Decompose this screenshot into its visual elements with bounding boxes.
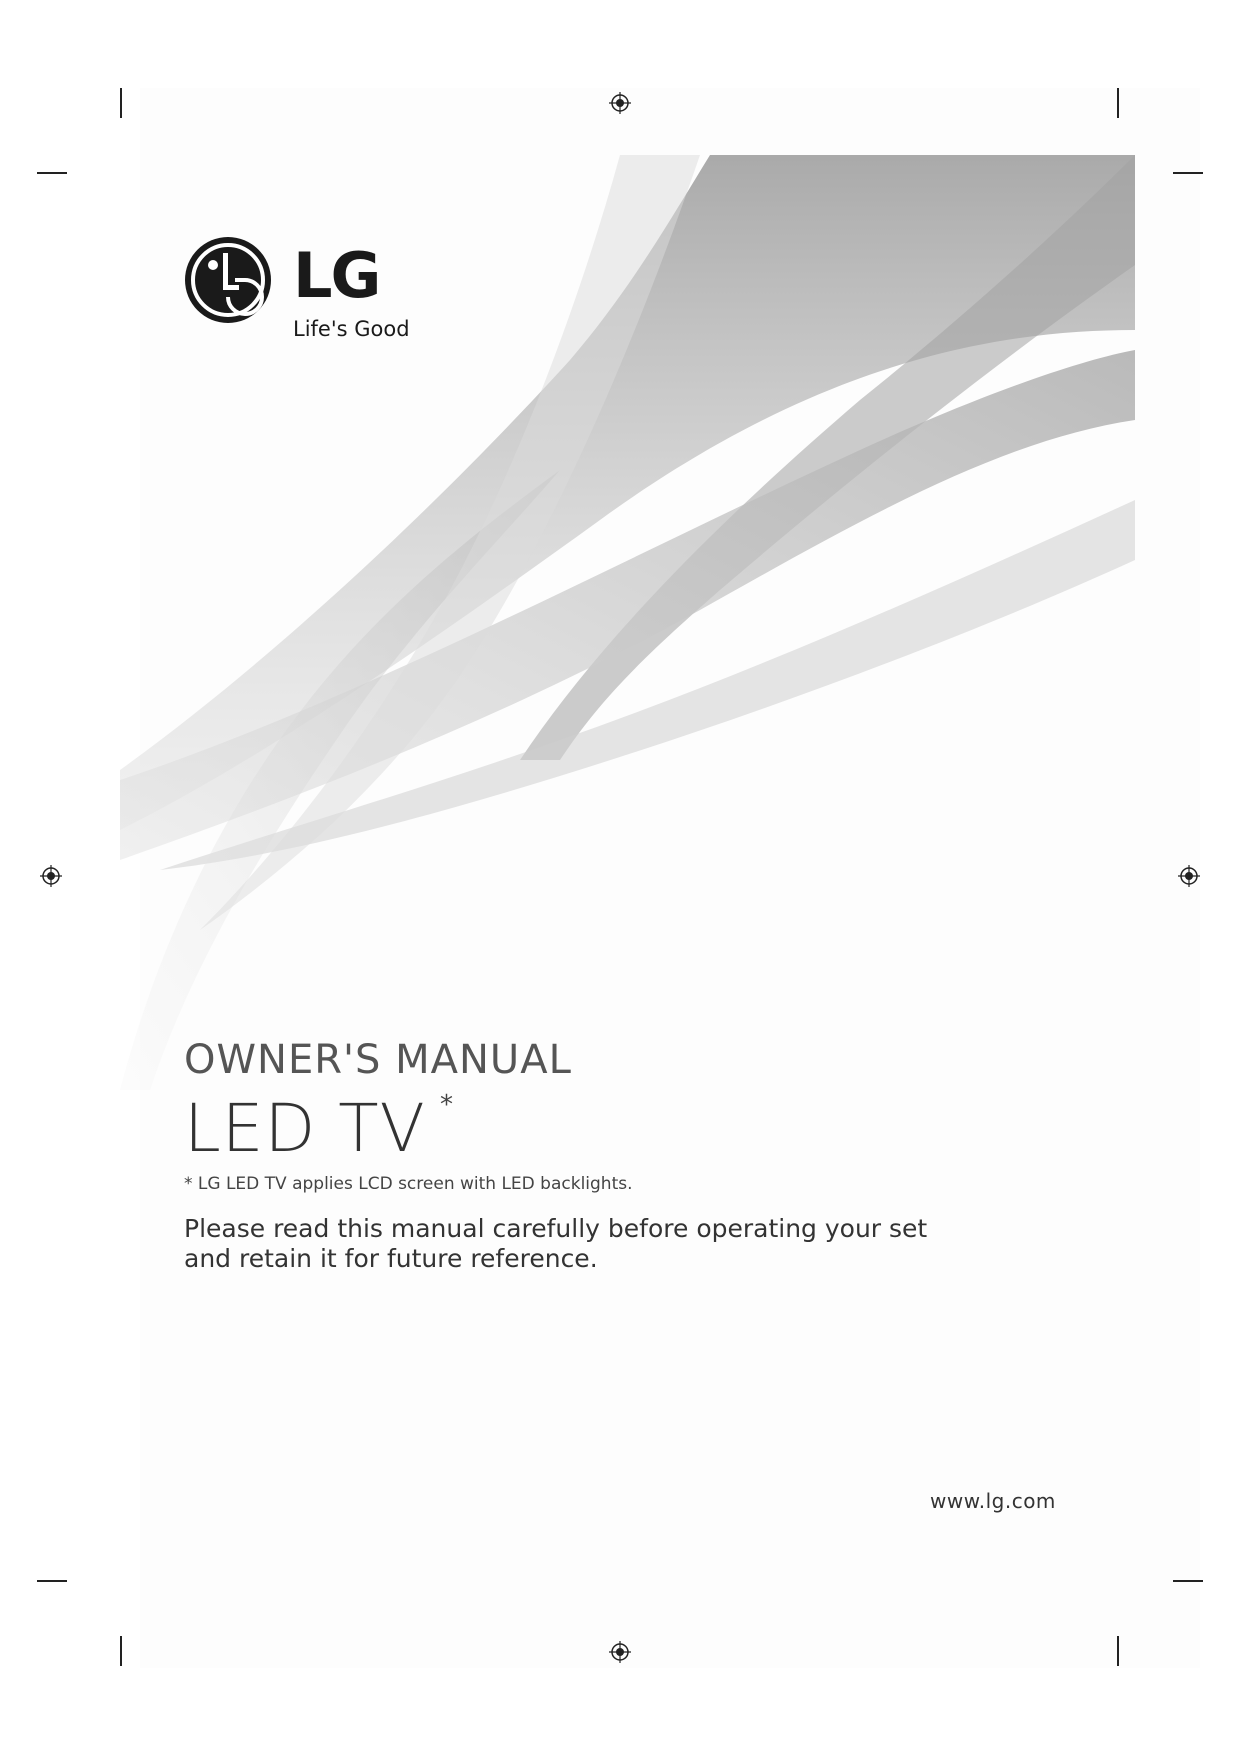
product-title: LED TV: [184, 1090, 426, 1167]
reading-instructions: Please read this manual carefully before operating your set and retain it for future reference.: [184, 1214, 928, 1273]
brand-name: LG: [293, 239, 380, 312]
crop-mark-left-upper: [37, 172, 67, 174]
crop-mark-bottom-left: [120, 1636, 122, 1666]
registration-target-icon: [609, 1641, 631, 1663]
registration-target-icon: [40, 865, 62, 887]
crop-mark-right-lower: [1173, 1580, 1203, 1582]
crop-mark-bottom-right: [1117, 1636, 1119, 1666]
title-block: [184, 1037, 944, 1273]
crop-mark-left-lower: [37, 1580, 67, 1582]
registration-target-icon: [609, 92, 631, 114]
website-url: www.lg.com: [930, 1489, 1056, 1513]
product-footnote-marker: *: [440, 1090, 453, 1120]
lg-face-logo-icon: [183, 235, 273, 325]
crop-mark-top-left: [120, 88, 122, 118]
brand-slogan: Life's Good: [293, 317, 410, 341]
crop-mark-top-right: [1117, 88, 1119, 118]
product-footnote: * LG LED TV applies LCD screen with LED backlights.: [184, 1174, 633, 1194]
manual-heading: OWNER'S MANUAL: [184, 1037, 572, 1083]
crop-mark-right-upper: [1173, 172, 1203, 174]
registration-target-icon: [1178, 865, 1200, 887]
